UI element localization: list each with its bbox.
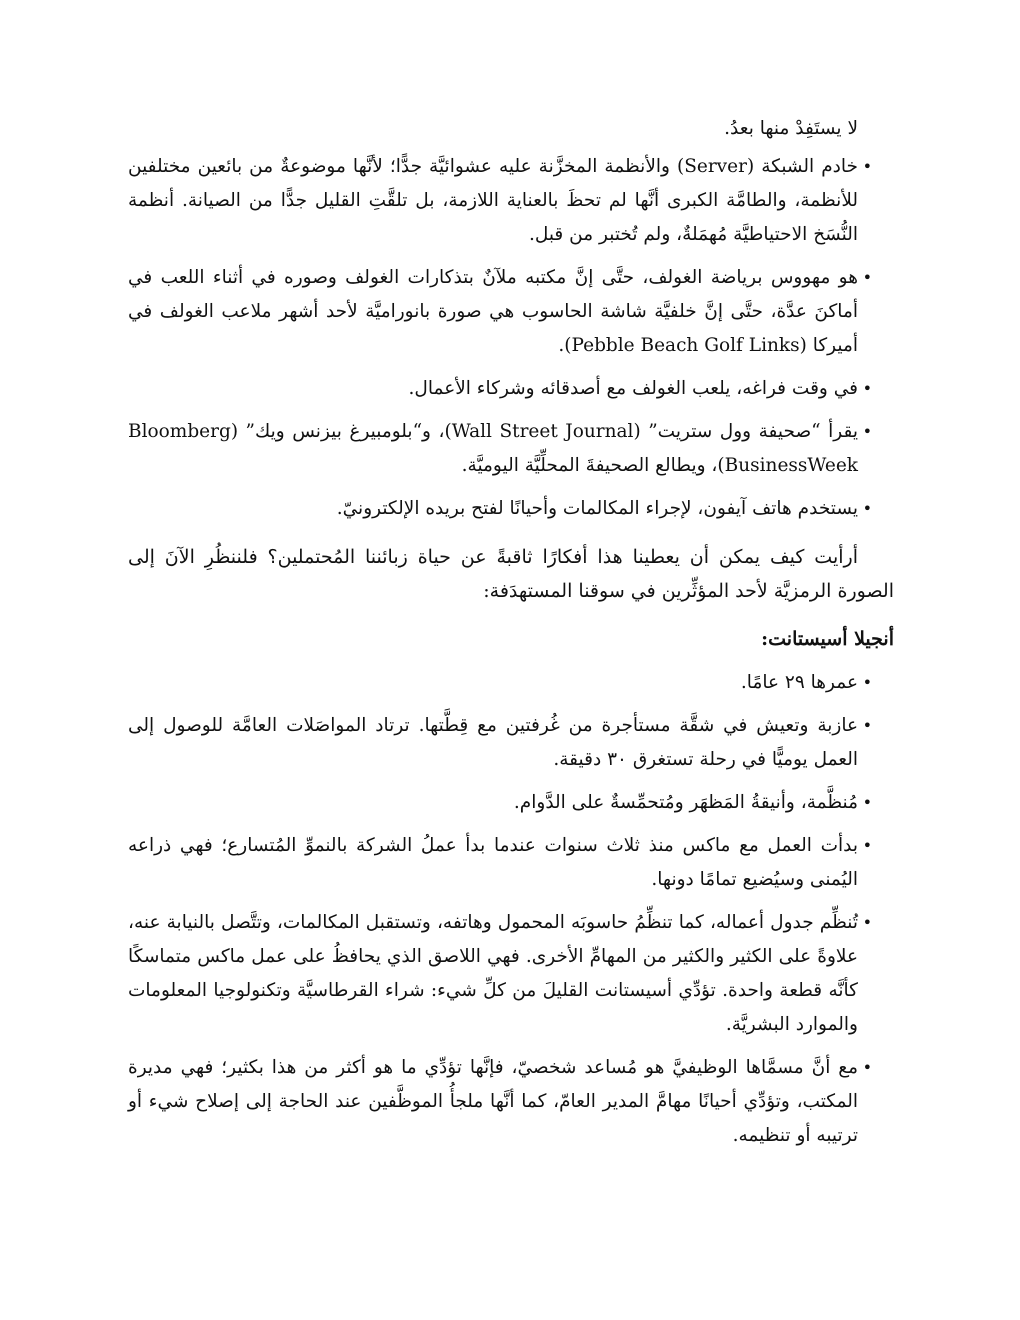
document-page xyxy=(128,112,894,1162)
list-item: • عازبة وتعيش في شقَّة مستأجرة من غُرفتين مع قِطَّتها. ترتاد المواصَلات العامَّة للوصول إلى العمل يوميًّا في رحلة تستغرق ٣٠ دقيقة. xyxy=(128,709,894,777)
list-item: • يقرأ “صحيفة وول ستريت” (Wall Street Journal)، و“بلومبيرغ بيزنس ويك” (Bloomberg BusinessWeek)، ويطالع الصحيفةَ المحلِّيَّة اليوميَّة. xyxy=(128,415,894,483)
persona-heading: أنجيلا أسيستانت: xyxy=(761,628,894,650)
list-item: • تُنظِّم جدول أعماله، كما تنظِّمُ حاسوبَه المحمول وهاتفه، وتستقبل المكالمات، وتتَّصل بالنيابة عنه، علاوةً على الكثير والكثير من المهامِّ الأخرى. فهي اللاصق الذي يحافظُ على عمل ماكس متماسكًا كأنَّه قطعة واحدة. تؤدِّي أسيستانت القليلَ من كلِّ شيء: شراء القرطاسيَّة وتكنولوجيا المعلومات والموارد البشريَّة. xyxy=(128,906,894,1042)
list-item: • مُنظَّمة، وأنيقةُ المَظهَر ومُتحمِّسةٌ على الدَّوام. xyxy=(128,786,894,820)
list-item: • هو مهووس برياضة الغولف، حتَّى إنَّ مكتبه ملآنٌ بتذكارات الغولف وصوره في أثناء اللعب في أماكنَ عدَّة، حتَّى إنَّ خلفيَّة شاشة الحاسوب هي صورة بانوراميَّة لأحد أشهر ملاعب الغولف في أميركا (Pebble Beach Golf Links). xyxy=(128,261,894,363)
customer-traits-list xyxy=(128,150,894,526)
body-paragraph: أرأيت كيف يمكن أن يعطينا هذا أفكارًا ثاقبةً عن حياة زبائننا المُحتملين؟ فلننظُرِ الآنَ إلى الصورة الرمزيَّة لأحد المؤثِّرين في سوقنا المستهدَفة: xyxy=(128,546,894,602)
list-item: • مع أنَّ مسمَّاها الوظيفيَّ هو مُساعد شخصيّ، فإنَّها تؤدِّي ما هو أكثر من هذا بكثير؛ فهي مديرة المكتب، وتؤدِّي أحيانًا مهامَّ المدير العامّ، كما أنَّها ملجأُ الموظَّفين عند الحاجة إلى إصلاح شيء أو ترتيبه أو تنظيمه. xyxy=(128,1051,894,1153)
list-item: • في وقت فراغه، يلعب الغولف مع أصدقائه وشركاء الأعمال. xyxy=(128,372,894,406)
list-item: • عمرها ٢٩ عامًا. xyxy=(128,666,894,700)
list-item: • يستخدم هاتف آيفون، لإجراء المكالمات وأحيانًا لفتح بريده الإلكترونيّ. xyxy=(128,492,894,526)
list-item: • بدأت العمل مع ماكس منذ ثلاث سنوات عندما بدأ عملُ الشركة بالنموِّ المُتسارع؛ فهي ذراعه اليُمنى وسيُضيع تمامًا دونها. xyxy=(128,829,894,897)
persona-traits-list xyxy=(128,666,894,1153)
list-item: • خادم الشبكة (Server) والأنظمة المخزَّنة عليه عشوائيَّة جدًّا؛ لأنَّها موضوعةٌ من بائعين مختلفين للأنظمة، والطامَّة الكبرى أنَّها لم تحظَ بالعناية اللازمة، بل تلقَّتِ القليل جدًّا من الصيانة. أنظمة النُّسَخ الاحتياطيَّة مُهمَلةٌ، ولم تُختبر من قبل. xyxy=(128,150,894,252)
continuation-line: لا يستَفِدْ منها بعدُ. xyxy=(724,118,858,139)
